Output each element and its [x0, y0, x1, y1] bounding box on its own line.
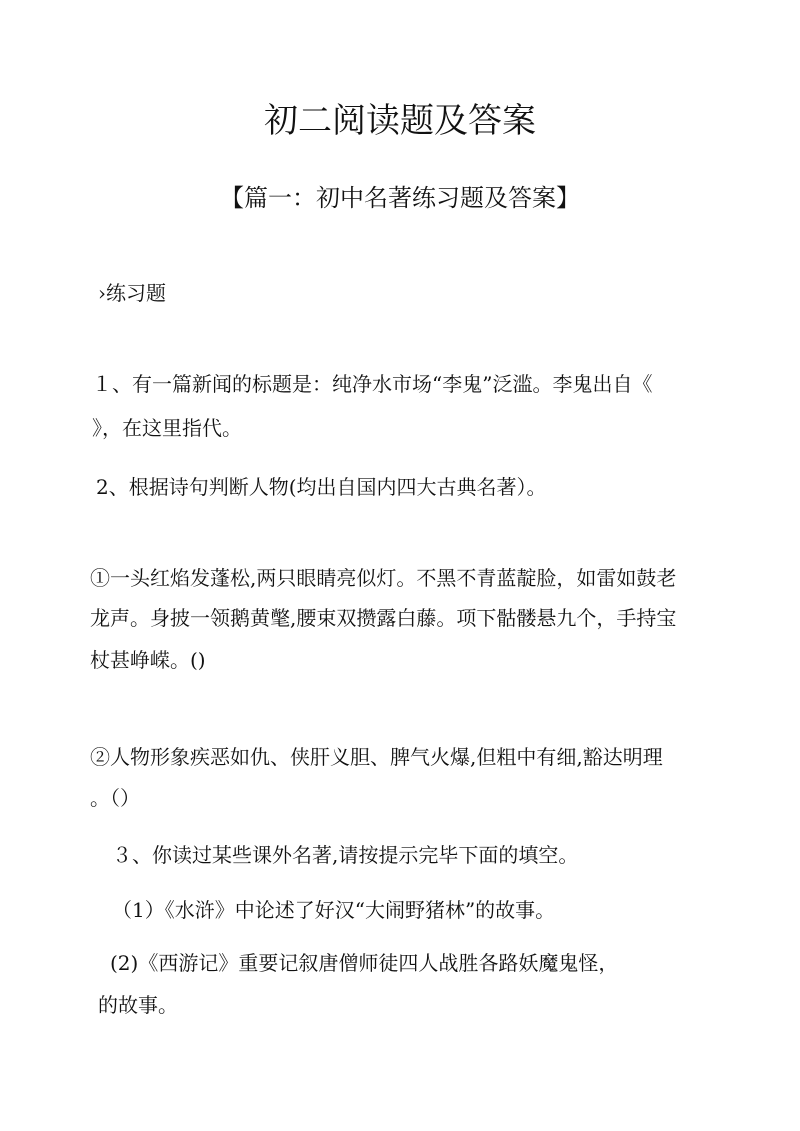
question-2-item-2-line-1: ②人物形象疾恶如仇、侠肝义胆、脾气火爆,但粗中有细,豁达明理	[90, 745, 663, 769]
question-3-subitem-2-line-2: 的故事。	[98, 993, 178, 1017]
question-2-item-2-line-2: 。（）	[90, 786, 140, 810]
question-1-line-1: １、有一篇新闻的标题是：纯净水市场“李鬼”泛滥。李鬼出自《	[92, 372, 653, 396]
exercise-heading: ›练习题	[98, 281, 166, 305]
question-3-subitem-1: （1）《水浒》中论述了好汉“大闹野猪林”的故事。	[112, 898, 556, 922]
question-1-line-2: 》，在这里指代。	[92, 416, 242, 440]
question-2-item-1-line-1: ①一头红焰发蓬松,两只眼睛亮似灯。不黑不青蓝靛脸，如雷如鼓老	[90, 566, 677, 590]
section-title: 【篇一：初中名著练习题及答案】	[220, 184, 580, 212]
question-3-subitem-2-line-1: (2)《西游记》重要记叙唐僧师徒四人战胜各路妖魔鬼怪，	[110, 951, 619, 975]
question-2-item-1-line-2: 龙声。身披一领鹅黄氅,腰束双攒露白藤。项下骷髅悬九个，手持宝	[90, 606, 677, 630]
question-2-item-1-line-3: 杖甚峥嵘。()	[90, 648, 206, 672]
question-3: ３、你读过某些课外名著,请按提示完毕下面的填空。	[112, 843, 579, 867]
document-title: 初二阅读题及答案	[264, 101, 536, 141]
question-2: 2、根据诗句判断人物(均出自国内四大古典名著）。	[96, 475, 547, 499]
